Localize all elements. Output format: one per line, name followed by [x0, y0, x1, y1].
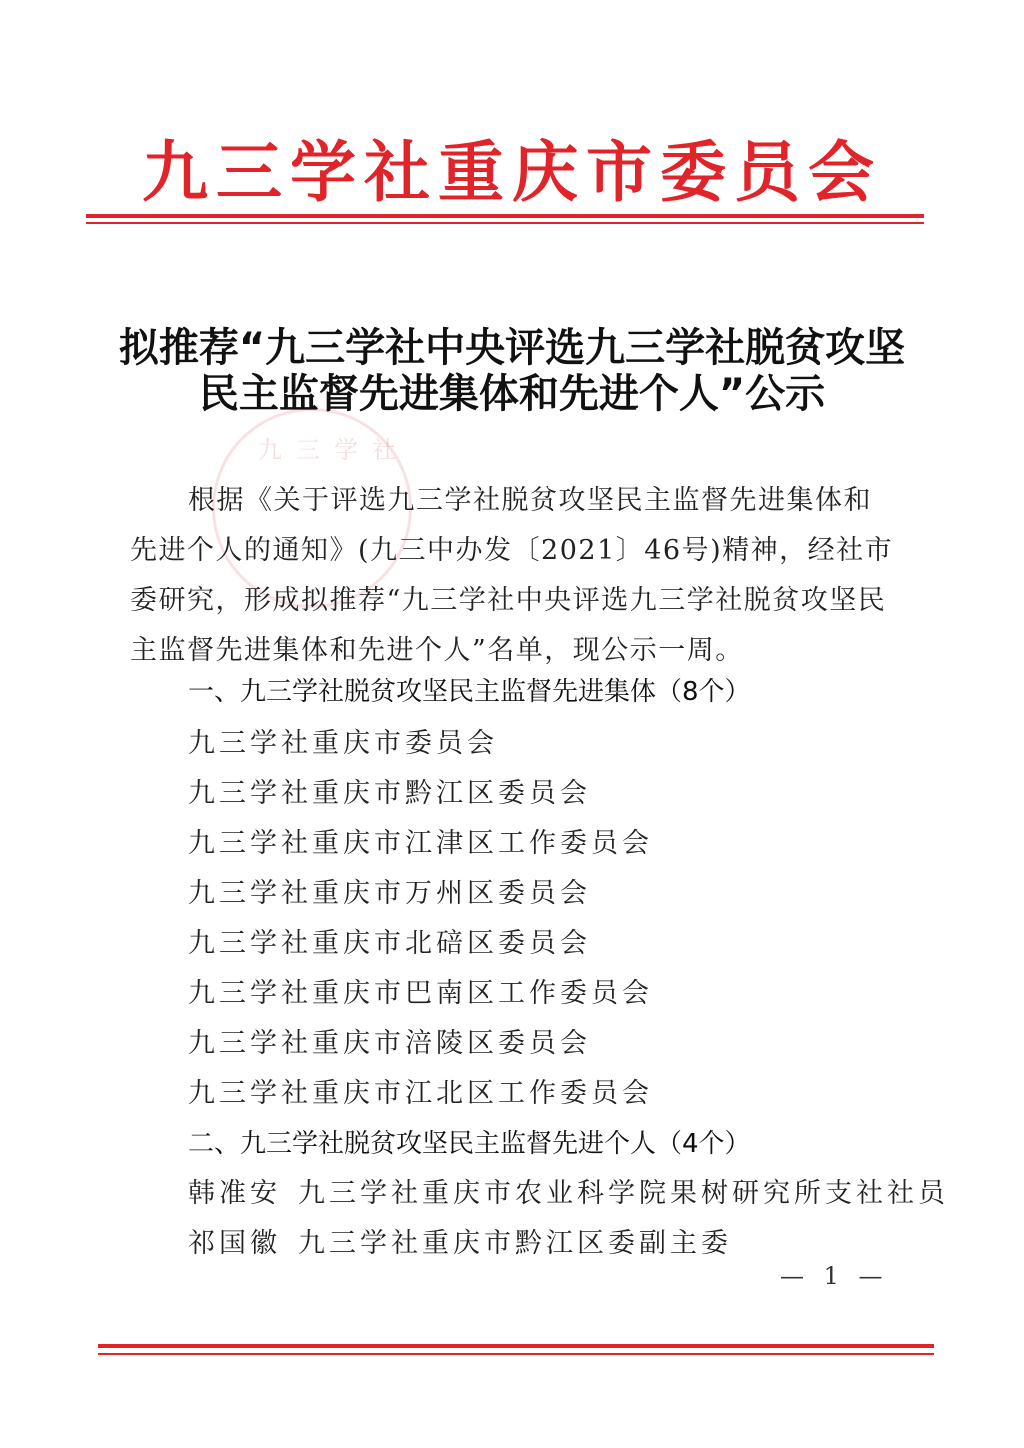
person-role: 九三学社重庆市农业科学院果树研究所支社社员 — [298, 1178, 949, 1209]
person-name: 祁国徽 — [188, 1228, 281, 1259]
collective-item: 九三学社重庆市巴南区工作委员会 — [188, 978, 653, 1009]
collective-item: 九三学社重庆市江北区工作委员会 — [188, 1078, 653, 1109]
individual-entry — [188, 1174, 949, 1214]
letterhead-org-name: 九三学社重庆市委员会 — [142, 134, 882, 211]
individual-entry — [188, 1224, 732, 1264]
letterhead-rule-thin — [86, 222, 924, 224]
collective-item: 九三学社重庆市江津区工作委员会 — [188, 828, 653, 859]
collective-item: 九三学社重庆市涪陵区委员会 — [188, 1028, 591, 1059]
document-title-line2: 民主监督先进集体和先进个人”公示 — [198, 371, 826, 417]
collective-item: 九三学社重庆市委员会 — [188, 728, 498, 759]
document-title-line1: 拟推荐“九三学社中央评选九三学社脱贫攻坚 — [118, 325, 906, 371]
intro-text: 根据《关于评选九三学社脱贫攻坚民主监督先进集体和先进个人的通知》(九三中办发〔2021〕46号)精神，经社市委研究，形成拟推荐“九三学社中央评选九三学社脱贫攻坚民主监督先进集体和先进个人”名单，现公示一周。 — [130, 485, 894, 666]
section1-heading: 一、九三学社脱贫攻坚民主监督先进集体（8个） — [188, 677, 751, 707]
collective-item: 九三学社重庆市北碚区委员会 — [188, 928, 591, 959]
intro-paragraph — [130, 476, 894, 676]
seal-text: 九三学社 — [258, 436, 410, 464]
footer-rule-thin — [98, 1353, 934, 1355]
footer-rule-thick — [98, 1344, 934, 1348]
person-role: 九三学社重庆市黔江区委副主委 — [298, 1228, 732, 1259]
page-number: — 1 — — [780, 1262, 889, 1290]
person-name: 韩准安 — [188, 1178, 281, 1209]
letterhead-rule-thick — [86, 214, 924, 218]
section2-heading: 二、九三学社脱贫攻坚民主监督先进个人（4个） — [188, 1129, 751, 1159]
collective-item: 九三学社重庆市黔江区委员会 — [188, 778, 591, 809]
collective-item: 九三学社重庆市万州区委员会 — [188, 878, 591, 909]
